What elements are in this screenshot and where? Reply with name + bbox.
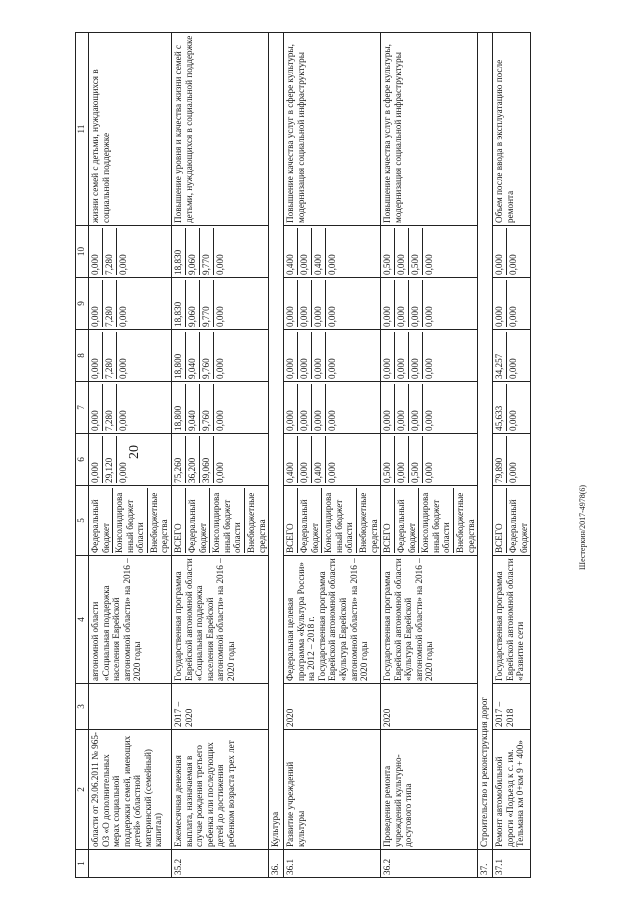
funding-sources bbox=[172, 486, 269, 556]
funding-value: 18,830 bbox=[172, 280, 186, 327]
expected-result: Повышение качества услуг в сфере культуры, модернизация социальной инфраструктуры bbox=[284, 33, 381, 226]
funding-value: 0,000 bbox=[508, 462, 519, 483]
implementation-period bbox=[89, 684, 172, 730]
funding-value: 9,040 bbox=[186, 384, 200, 431]
funding-amounts bbox=[381, 278, 478, 330]
funding-source: ВСЕГО bbox=[172, 488, 186, 553]
funding-value: 18,830 bbox=[172, 228, 186, 275]
funding-source: ВСЕГО bbox=[381, 488, 395, 553]
measure-name: Ремонт автомобильной дороги «Подъезд к с. им. Тельмана км 0+км 9 + 400» bbox=[493, 730, 531, 850]
funding-source: Федеральный бюджет bbox=[186, 488, 210, 553]
column-header: 8 bbox=[76, 330, 89, 382]
funding-amounts bbox=[89, 226, 172, 278]
funding-value: 0,500 bbox=[409, 228, 423, 275]
funding-value: 0,000 bbox=[215, 462, 226, 483]
funding-source: Федеральный бюджет bbox=[395, 488, 419, 553]
funding-value: 75,260 bbox=[172, 436, 186, 483]
funding-source: Внебюджетные средства bbox=[455, 492, 476, 553]
funding-source: Федеральный бюджет bbox=[89, 488, 113, 553]
row-number bbox=[89, 850, 172, 878]
column-header-row bbox=[76, 33, 89, 878]
funding-value: 0,000 bbox=[298, 280, 312, 327]
column-header: 10 bbox=[76, 226, 89, 278]
funding-amounts bbox=[493, 330, 531, 382]
funding-amounts bbox=[493, 278, 531, 330]
program-name: Федеральная целевая программа «Культура России» на 2012 – 2018 г. Государственная программа Еврейской автономной области «Культура Еврейской автономной области» на 2016 – 2020 годы bbox=[284, 556, 381, 684]
funding-value: 0,000 bbox=[508, 306, 519, 327]
funding-value: 45,633 bbox=[493, 384, 507, 431]
funding-value: 0,000 bbox=[424, 358, 435, 379]
row-number: 36.1 bbox=[284, 850, 381, 878]
funding-amounts bbox=[172, 226, 269, 278]
funding-source: Консолидированный бюджет области bbox=[113, 488, 148, 553]
funding-sources bbox=[493, 486, 531, 556]
page-number: 20 bbox=[127, 445, 142, 459]
funding-value: 0,000 bbox=[215, 254, 226, 275]
measure-row bbox=[493, 33, 531, 878]
column-header: 5 bbox=[76, 486, 89, 556]
section-title: Культура bbox=[269, 33, 284, 850]
program-name: Государственная программа Еврейской автономной области «Развитие сети bbox=[493, 556, 531, 684]
funding-value: 0,000 bbox=[327, 358, 338, 379]
funding-value: 18,800 bbox=[172, 384, 186, 431]
measure-row bbox=[284, 33, 381, 878]
column-header: 1 bbox=[76, 850, 89, 878]
funding-value: 0,000 bbox=[89, 280, 103, 327]
implementation-period: 2017 – 2018 bbox=[493, 684, 531, 730]
row-number: 37.1 bbox=[493, 850, 531, 878]
funding-value: 7,280 bbox=[103, 280, 117, 327]
measure-row bbox=[381, 33, 478, 878]
program-name: автономной области «Социальная поддержка населения Еврейской автономной области» на 2016 – 2020 годы bbox=[89, 556, 172, 684]
funding-value: 0,000 bbox=[298, 436, 312, 483]
column-header: 11 bbox=[76, 33, 89, 226]
funding-value: 0,000 bbox=[381, 332, 395, 379]
funding-amounts bbox=[89, 434, 172, 486]
funding-value: 0,000 bbox=[118, 358, 128, 379]
funding-value: 7,280 bbox=[103, 384, 117, 431]
funding-value: 0,000 bbox=[508, 410, 519, 431]
funding-value: 0,000 bbox=[284, 280, 298, 327]
funding-sources bbox=[381, 486, 478, 556]
funding-amounts bbox=[172, 330, 269, 382]
funding-value: 0,400 bbox=[284, 436, 298, 483]
funding-value: 0,400 bbox=[312, 228, 326, 275]
funding-value: 0,000 bbox=[118, 462, 128, 483]
funding-amounts bbox=[172, 382, 269, 434]
funding-value: 0,000 bbox=[493, 228, 507, 275]
funding-value: 0,000 bbox=[381, 384, 395, 431]
funding-value: 0,000 bbox=[215, 306, 226, 327]
expected-result: Повышение качества услуг в сфере культуры, модернизация социальной инфраструктуры bbox=[381, 33, 478, 226]
funding-value: 0,000 bbox=[89, 384, 103, 431]
funding-amounts bbox=[284, 382, 381, 434]
funding-value: 9,770 bbox=[200, 280, 214, 327]
funding-source: ВСЕГО bbox=[284, 488, 298, 553]
program-name: Государственная программа Еврейской автономной области «Социальная поддержка населения Еврейской автономной области» на 2016 – 2020 годы bbox=[172, 556, 269, 684]
funding-value: 0,000 bbox=[424, 462, 435, 483]
funding-value: 0,000 bbox=[409, 280, 423, 327]
funding-source: Внебюджетные средства bbox=[357, 492, 379, 553]
funding-amounts bbox=[381, 382, 478, 434]
funding-source: Внебюджетные средства bbox=[148, 492, 170, 553]
funding-value: 0,000 bbox=[89, 436, 103, 483]
funding-value: 34,257 bbox=[493, 332, 507, 379]
funding-value: 0,000 bbox=[327, 410, 338, 431]
funding-value: 0,500 bbox=[381, 436, 395, 483]
column-header: 3 bbox=[76, 684, 89, 730]
funding-source: Внебюджетные средства bbox=[245, 492, 267, 553]
funding-amounts bbox=[381, 330, 478, 382]
funding-value: 0,000 bbox=[312, 384, 326, 431]
funding-sources bbox=[89, 486, 172, 556]
funding-amounts bbox=[284, 278, 381, 330]
funding-amounts bbox=[172, 278, 269, 330]
column-header: 2 bbox=[76, 730, 89, 850]
section-title: Строительство и реконструкция дорог bbox=[478, 33, 493, 850]
funding-amounts bbox=[493, 382, 531, 434]
document-footer-code: Шестеркин/2017-4978(6) bbox=[578, 484, 587, 570]
measures-table bbox=[75, 32, 531, 878]
funding-value: 0,000 bbox=[327, 462, 338, 483]
implementation-period: 2017 – 2020 bbox=[172, 684, 269, 730]
column-header: 4 bbox=[76, 556, 89, 684]
section-number: 36. bbox=[269, 850, 284, 878]
funding-value: 0,000 bbox=[395, 332, 409, 379]
funding-amounts bbox=[89, 278, 172, 330]
measure-name: Ежемесячная денежная выплата, назначаемая в случае рождения третьего ребенка или последующих детей до достижения ребенком возраста трех лет bbox=[172, 730, 269, 850]
funding-value: 0,000 bbox=[118, 410, 128, 431]
funding-value: 0,000 bbox=[395, 384, 409, 431]
funding-source: Консолидированный бюджет области bbox=[322, 488, 357, 553]
measure-name: Развитие учреждений культуры bbox=[284, 730, 381, 850]
funding-value: 0,500 bbox=[409, 436, 423, 483]
expected-result: Объем после ввода в эксплуатацию после ремонта bbox=[493, 33, 531, 226]
funding-value: 0,000 bbox=[312, 280, 326, 327]
row-number: 36.2 bbox=[381, 850, 478, 878]
funding-value: 9,760 bbox=[200, 384, 214, 431]
funding-amounts bbox=[284, 226, 381, 278]
row-number: 35.2 bbox=[172, 850, 269, 878]
expected-result: Повышение уровня и качества жизни семей с детьми, нуждающихся в социальной поддержке bbox=[172, 33, 269, 226]
funding-value: 0,000 bbox=[409, 332, 423, 379]
funding-source: Консолидированный бюджет области bbox=[210, 488, 245, 553]
column-header: 9 bbox=[76, 278, 89, 330]
measure-row bbox=[172, 33, 269, 878]
funding-value: 0,000 bbox=[298, 384, 312, 431]
funding-value: 39,060 bbox=[200, 436, 214, 483]
funding-value: 18,800 bbox=[172, 332, 186, 379]
funding-value: 79,890 bbox=[493, 436, 507, 483]
funding-value: 9,770 bbox=[200, 228, 214, 275]
funding-value: 0,000 bbox=[395, 436, 409, 483]
funding-value: 0,000 bbox=[89, 228, 103, 275]
funding-value: 0,000 bbox=[89, 332, 103, 379]
funding-value: 0,000 bbox=[327, 306, 338, 327]
column-header: 6 bbox=[76, 434, 89, 486]
funding-amounts bbox=[381, 434, 478, 486]
funding-value: 0,000 bbox=[284, 384, 298, 431]
funding-value: 9,040 bbox=[186, 332, 200, 379]
section-row bbox=[478, 33, 493, 878]
funding-value: 0,000 bbox=[493, 280, 507, 327]
funding-amounts bbox=[172, 434, 269, 486]
funding-value: 0,000 bbox=[424, 410, 435, 431]
expected-result: жизни семей с детьми, нуждающихся в социальной поддержке bbox=[89, 33, 172, 226]
funding-value: 0,000 bbox=[284, 332, 298, 379]
funding-source: Консолидированный бюджет области bbox=[419, 488, 454, 553]
funding-value: 0,000 bbox=[215, 358, 226, 379]
funding-value: 0,000 bbox=[327, 254, 338, 275]
funding-amounts bbox=[89, 382, 172, 434]
funding-source: ВСЕГО bbox=[493, 488, 507, 553]
funding-value: 0,000 bbox=[298, 228, 312, 275]
program-name: Государственная программа Еврейской автономной области «Культура Еврейской автономной области» на 2016 – 2020 годы bbox=[381, 556, 478, 684]
funding-value: 0,000 bbox=[118, 254, 128, 275]
funding-value: 0,500 bbox=[381, 228, 395, 275]
funding-amounts bbox=[381, 226, 478, 278]
funding-value: 9,760 bbox=[200, 332, 214, 379]
funding-value: 0,000 bbox=[424, 306, 435, 327]
funding-amounts bbox=[89, 330, 172, 382]
section-number: 37. bbox=[478, 850, 493, 878]
funding-value: 36,200 bbox=[186, 436, 200, 483]
funding-value: 0,000 bbox=[409, 384, 423, 431]
funding-amounts bbox=[284, 434, 381, 486]
funding-value: 0,000 bbox=[312, 332, 326, 379]
funding-source: Федеральный бюджет bbox=[508, 499, 529, 553]
funding-value: 0,400 bbox=[312, 436, 326, 483]
funding-value: 0,000 bbox=[395, 228, 409, 275]
funding-amounts bbox=[493, 226, 531, 278]
funding-value: 0,000 bbox=[298, 332, 312, 379]
funding-value: 9,060 bbox=[186, 228, 200, 275]
measure-name: Проведение ремонта учреждений культурно-досугового типа bbox=[381, 730, 478, 850]
rotated-table-sheet bbox=[75, 33, 570, 878]
implementation-period: 2020 bbox=[284, 684, 381, 730]
funding-value: 0,000 bbox=[508, 254, 519, 275]
section-row bbox=[269, 33, 284, 878]
measure-row bbox=[89, 33, 172, 878]
funding-value: 9,060 bbox=[186, 280, 200, 327]
funding-value: 29,120 bbox=[103, 436, 117, 483]
funding-value: 0,000 bbox=[395, 280, 409, 327]
funding-value: 0,400 bbox=[284, 228, 298, 275]
funding-value: 0,000 bbox=[118, 306, 128, 327]
funding-value: 0,000 bbox=[424, 254, 435, 275]
measure-name: области от 29.06.2011 № 965-ОЗ «О дополнительных мерах социальной поддержки семей, имеющих детей» (областной материнский (семейный) капитал) bbox=[89, 730, 172, 850]
funding-value: 7,280 bbox=[103, 228, 117, 275]
funding-sources bbox=[284, 486, 381, 556]
funding-value: 0,000 bbox=[215, 410, 226, 431]
funding-value: 0,000 bbox=[508, 358, 519, 379]
funding-amounts bbox=[284, 330, 381, 382]
column-header: 7 bbox=[76, 382, 89, 434]
funding-value: 7,280 bbox=[103, 332, 117, 379]
funding-amounts bbox=[493, 434, 531, 486]
funding-source: Федеральный бюджет bbox=[298, 488, 322, 553]
funding-value: 0,000 bbox=[381, 280, 395, 327]
implementation-period: 2020 bbox=[381, 684, 478, 730]
